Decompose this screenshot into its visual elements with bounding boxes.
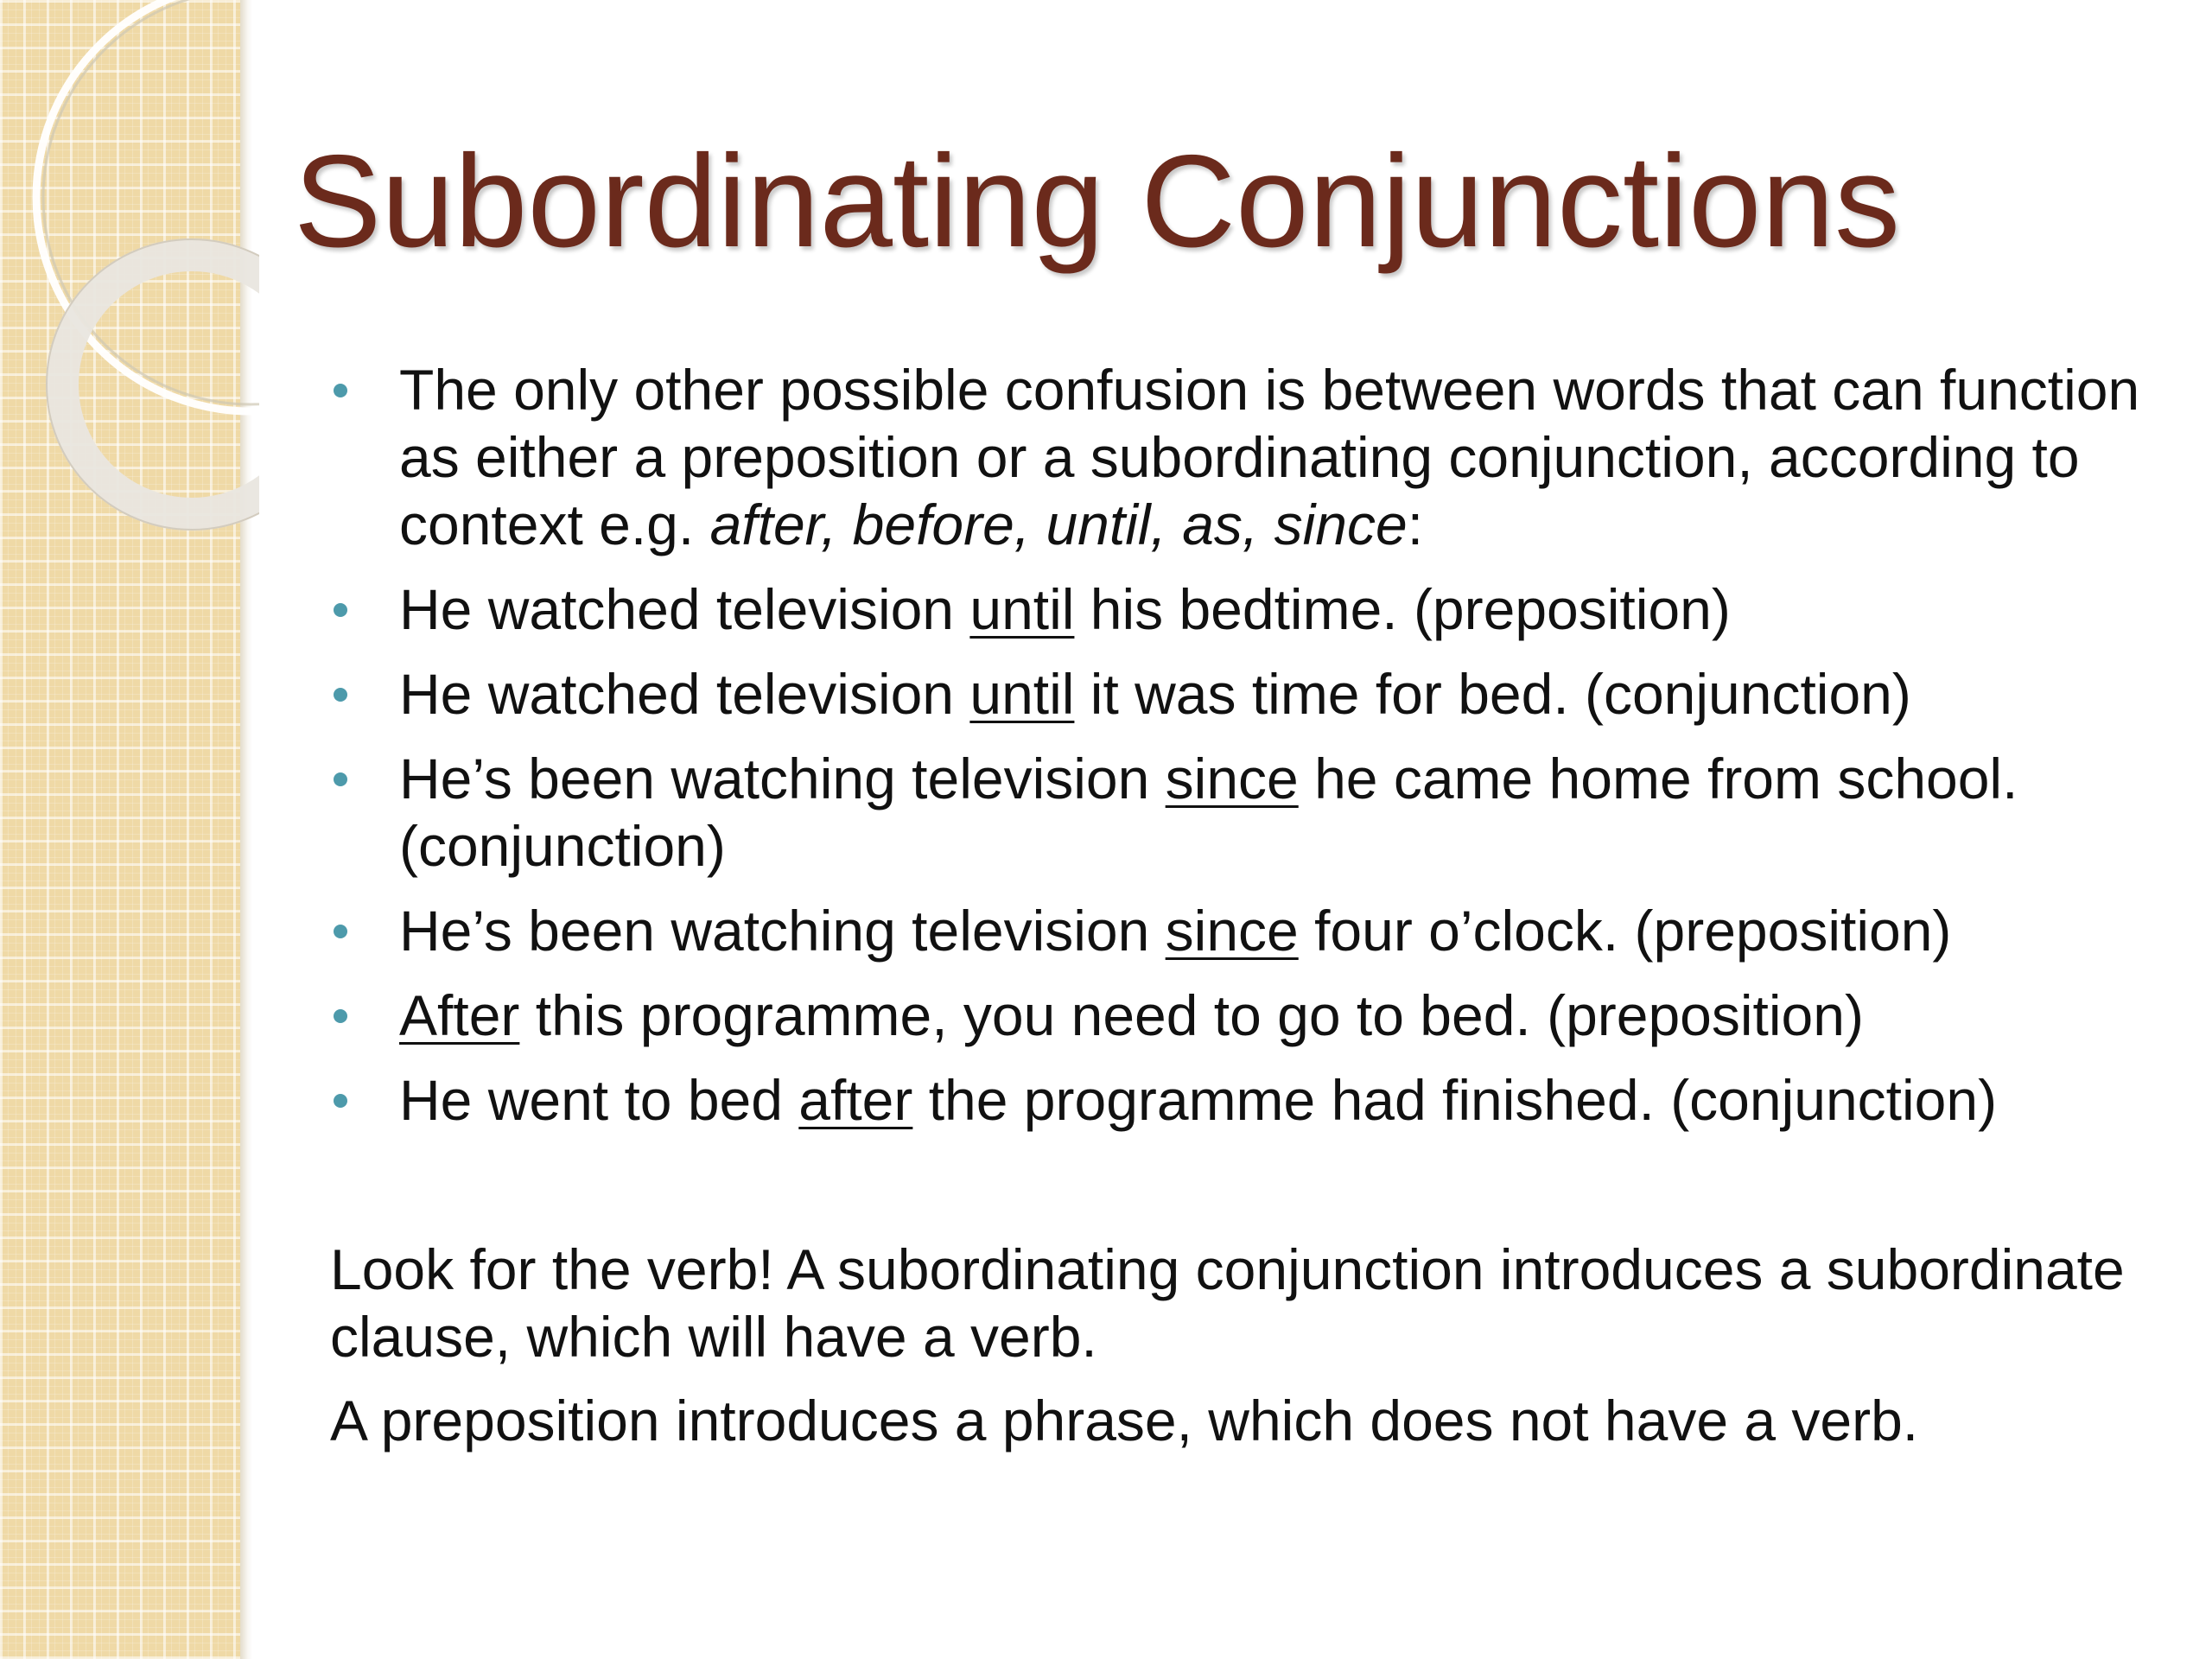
bullet-item [328, 575, 2177, 643]
bullet-item [328, 356, 2177, 558]
underlined-keyword: since [1165, 747, 1299, 810]
bullet-dot-icon [334, 688, 347, 702]
bullet-text: his bedtime. (preposition) [1074, 577, 1731, 641]
bullet-item [328, 660, 2177, 728]
bullet-dot-icon [334, 925, 347, 938]
bullet-text: The only other possible confusion is between words that can function as either a preposition or a subordinating conjunction, according to context e.g. [399, 358, 2140, 556]
underlined-keyword: until [969, 577, 1075, 641]
decorative-rings [0, 0, 259, 553]
bullet-text: the programme had finished. (conjunction) [912, 1068, 1998, 1132]
bullet-list [328, 356, 2177, 1151]
bullet-item [328, 897, 2177, 964]
bullet-item [328, 982, 2177, 1049]
bullet-text: He watched television [399, 577, 970, 641]
bullet-dot-icon [334, 603, 347, 617]
bullet-text: four o’clock. (preposition) [1298, 899, 1952, 963]
bullet-text: He’s been watching television [399, 899, 1166, 963]
bullet-text: this programme, you need to go to bed. (preposition) [519, 983, 1864, 1047]
bullet-text: He went to bed [399, 1068, 799, 1132]
bullet-dot-icon [334, 1094, 347, 1108]
bullet-item [328, 1066, 2177, 1134]
italic-example-words: after, before, until, as, since [709, 493, 1408, 556]
bullet-text: : [1407, 493, 1424, 556]
bullet-text: He watched television [399, 662, 970, 726]
slide-title: Subordinating Conjunctions [294, 128, 1901, 275]
underlined-keyword: after [798, 1068, 913, 1132]
bullet-text: He’s been watching television [399, 747, 1166, 810]
preposition-tip-text: A preposition introduces a phrase, which does not have a verb. [330, 1389, 1919, 1452]
bullet-text: it was time for bed. (conjunction) [1074, 662, 1911, 726]
verb-tip-text: Look for the verb! A subordinating conjunction introduces a subordinate clause, which will have a verb. [330, 1237, 2125, 1369]
underlined-keyword: since [1165, 899, 1299, 963]
underlined-keyword: until [969, 662, 1075, 726]
bullet-item [328, 745, 2177, 880]
bullet-dot-icon [334, 772, 347, 786]
bullet-dot-icon [334, 1009, 347, 1023]
underlined-keyword: After [399, 983, 520, 1047]
bullet-text: he came home from school. (conjunction) [399, 747, 2018, 878]
bullet-dot-icon [334, 384, 347, 397]
